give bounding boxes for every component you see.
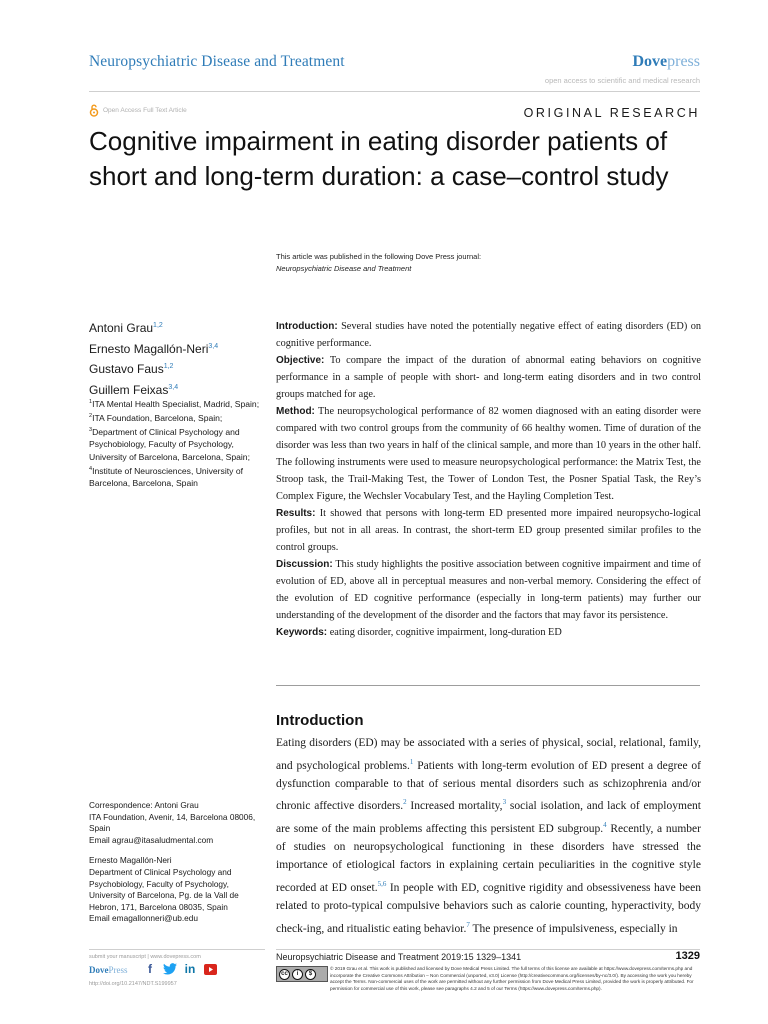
author-list: [89, 317, 218, 399]
author[interactable]: Antoni Grau$^{1,2}$: [89, 321, 163, 335]
facebook-icon[interactable]: f: [148, 962, 152, 976]
linkedin-icon[interactable]: in: [184, 962, 196, 976]
footer-divider-right: [276, 949, 700, 950]
affiliations: $^1$ITA Mental Health Specialist, Madrid, Spain; $^2$ITA Foundation, Barcelona, Spain; $^3$Department of Clinical Psychology and Psychobiology, Faculty of Psychology, University of Barcelona, Barcelona, Spain; $^4$Institute of Neurosciences, University of Barcelona, Barcelona, Spain: [89, 398, 260, 489]
abstract-keywords: Keywords: eating disorder, cognitive impairment, long-duration ED: [276, 627, 562, 638]
social-links: [143, 962, 217, 976]
abstract-objective: Objective: To compare the impact of the duration of abnormal eating behaviors on cognitive performance in a sample of people with short- and long-term eating disorders and in two control groups matched for age.: [276, 355, 701, 400]
correspondence: [89, 800, 265, 925]
correspondence-email[interactable]: Email agrau@itasaludmental.com: [89, 834, 214, 845]
publication-note-line: This article was published in the following Dove Press journal:: [276, 252, 482, 261]
brand-tagline: open access to scientific and medical research: [544, 76, 700, 85]
abstract-method: Method: The neuropsychological performance of 82 women diagnosed with an eating disorder were compared with two control groups from the community of 66 healthy women. Time of duration of the disorder was less than two years in half of the clinical sample, and more than 10 years in the other half. The following instruments were used to measure neuropsychological performance: the Matrix Test, the Stroop task, the Trail-Making Test, the Tower of London Test, the Posner Spatial Task, the Rey’s Complex Figure, the Wechsler Vocabulary Test, and the Hayling Completion Test.: [276, 406, 701, 502]
brand-light: press: [667, 53, 700, 70]
abstract-divider: [276, 685, 700, 686]
dovepress-footer-logo[interactable]: DovePress: [89, 965, 128, 975]
journal-name[interactable]: Neuropsychiatric Disease and Treatment: [89, 53, 345, 70]
abstract-discussion: Discussion: This study highlights the positive association between cognitive impairment and time of evolution of ED, above all in perceptual measures and non-verbal memory. Considering the effect of the evolution of ED cognitive performance (especially in long-term patients) may further our understanding of the development of the disorder and the factors that may favor its persistence.: [276, 559, 701, 621]
introduction-heading: Introduction: [276, 712, 364, 729]
publication-note: [276, 251, 481, 275]
cc-icon: cc: [279, 969, 290, 980]
article-type: ORIGINAL RESEARCH: [523, 106, 700, 120]
header-divider: [89, 91, 700, 92]
open-access-label: Open Access Full Text Article: [103, 107, 187, 114]
brand-bold: Dove: [632, 53, 668, 70]
introduction-body: Eating disorders (ED) may be associated with a series of physical, social, relational, family, and psychological problems.$^1$ Patients with long-term evolution of ED present a degree of dysfunction comparable to that of serious mental disorders such as schizophrenia and/or chronic affective disorders.$^2$ Increased mortality,$^3$ social isolation, and lack of employment are some of the main problems affecting this persistent ED subgroup.$^4$ Recently, a number of studies on neuropsychological functioning in these disorders have stressed the importance of etiological factors in explaining certain peculiarities in the cognitive style recorded at ED onset.$^{5,6}$ In people with ED, cognitive rigidity and obsessiveness have been related to proto-typical compulsive behaviors such as calorie counting, hyperactivity, body check-ing, and ritualistic eating behavior.$^7$ The presence of impulsiveness, especially in: [276, 737, 702, 935]
page-number: 1329: [675, 950, 700, 962]
author[interactable]: Guillem Feixas$^{3,4}$: [89, 382, 179, 397]
open-access-icon: [89, 104, 99, 117]
citation-link[interactable]: 3: [502, 798, 507, 807]
correspondence-secondary: Ernesto Magallón-Neri Department of Clinical Psychology and Psychobiology, Faculty of Psychology, University of Barcelona, Pg. de la Vall de Hebron, 171, Barcelona 08035, Spain Email emagallonneri@ub.edu: [89, 855, 239, 924]
attribution-icon: i: [292, 969, 303, 980]
youtube-icon[interactable]: [203, 962, 217, 976]
twitter-icon[interactable]: [163, 962, 177, 976]
article-title: Cognitive impairment in eating disorder patients of short and long-term duration: a case–control study: [89, 126, 669, 191]
citation-link[interactable]: 2: [403, 798, 407, 807]
author[interactable]: Gustavo Faus$^{1,2}$: [89, 362, 174, 376]
correspondence-email[interactable]: Email emagallonneri@ub.edu: [89, 913, 198, 924]
creative-commons-badge[interactable]: [276, 966, 328, 982]
abstract-results: Results: It showed that persons with long-term ED presented more impaired neuropsycho-logical profiles, but not in all areas. In contrast, the short-term ED group presented similar profiles to the control groups.: [276, 508, 701, 553]
abstract-introduction: Introduction: Several studies have noted the potentially negative effect of eating disorders (ED) on cognitive performance.: [276, 321, 701, 349]
footer-citation: Neuropsychiatric Disease and Treatment 2019:15 1329–1341: [276, 952, 522, 962]
correspondence-primary: Correspondence: Antoni Grau ITA Foundation, Avenir, 14, Barcelona 08006, Spain Email agrau@itasaludmental.com: [89, 800, 256, 845]
open-access-badge[interactable]: [89, 104, 187, 117]
noncommercial-icon: $: [305, 969, 316, 980]
footer-divider-left: [89, 949, 265, 950]
license-text: © 2019 Grau et al. This work is published and licensed by Dove Medical Press Limited. The full terms of this license are available at https://www.dovepress.com/terms.php and incorporate the Creative Commons Attribution – Non Commercial (unported, v3.0) License (http://creativecommons.org/licenses/by-nc/3.0/). By accessing the work you hereby accept the Terms. Non-commercial uses of the work are permitted without any further permission from Dove Medical Press Limited, provided the work is properly attributed. For permission for commercial use of this work, please see paragraphs 4.2 and 5 of our Terms (https://www.dovepress.com/terms.php).: [330, 966, 694, 991]
dovepress-logo[interactable]: [632, 53, 700, 71]
citation-link[interactable]: 7: [466, 920, 470, 929]
doi-link[interactable]: http://doi.org/10.2147/NDT.S199957: [89, 981, 177, 987]
citation-link[interactable]: 5,6: [377, 879, 387, 888]
abstract: [276, 318, 701, 641]
author[interactable]: Ernesto Magallón-Neri$^{3,4}$: [89, 341, 219, 356]
publication-note-journal[interactable]: Neuropsychiatric Disease and Treatment: [276, 264, 412, 273]
citation-link[interactable]: 4: [603, 820, 607, 829]
submit-manuscript-link[interactable]: submit your manuscript | www.dovepress.com: [89, 954, 201, 960]
citation-link[interactable]: 1: [409, 757, 414, 766]
